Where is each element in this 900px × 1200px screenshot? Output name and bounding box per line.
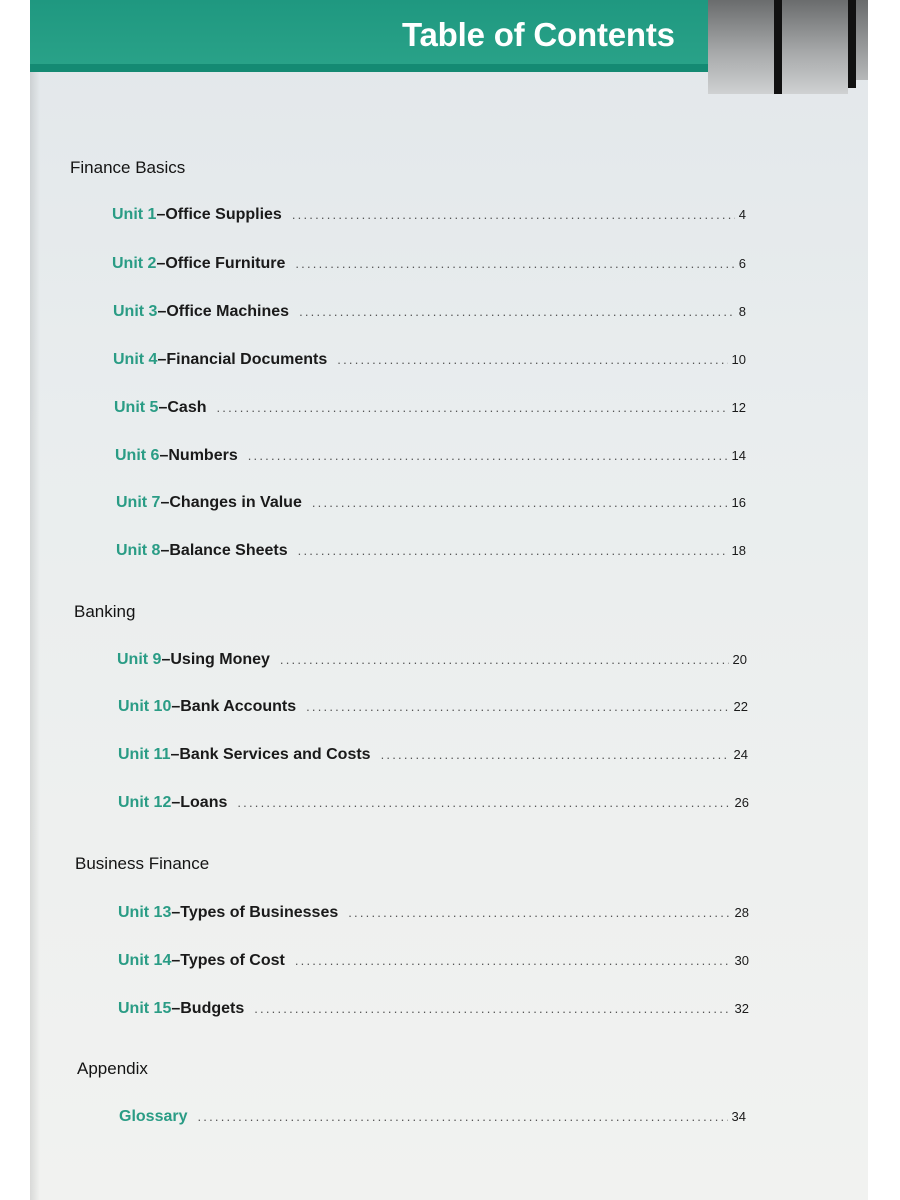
dot-leader — [337, 352, 727, 367]
unit-title: Financial Documents — [166, 351, 328, 368]
unit-separator: – — [156, 206, 166, 223]
unit-title: Numbers — [168, 447, 238, 464]
unit-title: Types of Cost — [180, 952, 285, 969]
page-number: 6 — [738, 256, 746, 271]
unit-label: Unit 7 — [116, 494, 161, 511]
unit-label: Unit 3 — [113, 303, 158, 320]
unit-label: Unit 14 — [118, 952, 172, 969]
page-number: 20 — [732, 652, 747, 667]
unit-label: Unit 10 — [118, 698, 172, 715]
page-number: 12 — [731, 400, 746, 415]
toc-entry-unit-14[interactable] — [118, 952, 749, 970]
page-number: 32 — [734, 1001, 749, 1016]
unit-label: Unit 11 — [118, 746, 171, 763]
toc-entry-unit-9[interactable] — [117, 651, 747, 669]
edge-tab-2 — [782, 0, 848, 94]
unit-separator: – — [161, 651, 171, 668]
toc-entry-unit-8[interactable] — [116, 542, 746, 560]
toc-entry-unit-2[interactable] — [112, 255, 746, 273]
glossary-label: Glossary — [119, 1108, 188, 1125]
unit-label: Unit 4 — [113, 351, 158, 368]
unit-separator: – — [158, 399, 168, 416]
page-number: 22 — [733, 699, 748, 714]
page-number: 8 — [738, 304, 746, 319]
unit-separator: – — [157, 303, 167, 320]
edge-tab-1 — [708, 0, 774, 94]
edge-tab-gap-1 — [774, 0, 782, 94]
toc-entry-unit-5[interactable] — [114, 399, 746, 417]
dot-leader — [292, 207, 735, 222]
unit-separator: – — [171, 952, 181, 969]
unit-title: Office Supplies — [165, 206, 282, 223]
book-page — [30, 0, 868, 1200]
section-heading-finance-basics: Finance Basics — [70, 158, 186, 177]
unit-title: Cash — [167, 399, 207, 416]
toc-entry-glossary[interactable] — [119, 1108, 746, 1126]
toc-entry-unit-7[interactable] — [116, 494, 746, 512]
unit-separator: – — [170, 746, 180, 763]
dot-leader — [197, 1109, 727, 1124]
section-heading-business-finance: Business Finance — [75, 854, 210, 873]
unit-label: Unit 2 — [112, 255, 157, 272]
unit-title: Loans — [180, 794, 228, 811]
dot-leader — [280, 652, 729, 667]
unit-title: Bank Accounts — [180, 698, 297, 715]
unit-label: Unit 15 — [118, 1000, 172, 1017]
unit-separator: – — [171, 794, 181, 811]
unit-title: Budgets — [180, 1000, 245, 1017]
unit-title: Changes in Value — [169, 494, 302, 511]
page-number: 30 — [734, 953, 749, 968]
unit-title: Balance Sheets — [169, 542, 288, 559]
unit-label: Unit 1 — [112, 206, 157, 223]
page-number: 4 — [738, 207, 746, 222]
dot-leader — [348, 905, 730, 920]
page-number: 14 — [731, 448, 746, 463]
dot-leader — [216, 400, 727, 415]
unit-separator: – — [160, 494, 170, 511]
toc-entry-unit-12[interactable] — [118, 794, 749, 812]
unit-label: Unit 5 — [114, 399, 159, 416]
toc-entry-unit-10[interactable] — [118, 698, 748, 716]
unit-title: Office Machines — [166, 303, 290, 320]
unit-title: Types of Businesses — [180, 904, 339, 921]
dot-leader — [237, 795, 730, 810]
page-number: 26 — [734, 795, 749, 810]
dot-leader — [298, 543, 728, 558]
edge-tab-gap-2 — [848, 0, 856, 88]
unit-label: Unit 6 — [115, 447, 160, 464]
page-number: 18 — [731, 543, 746, 558]
unit-separator: – — [160, 542, 170, 559]
dot-leader — [312, 495, 728, 510]
dot-leader — [254, 1001, 730, 1016]
unit-label: Unit 12 — [118, 794, 172, 811]
section-heading-appendix: Appendix — [77, 1059, 148, 1078]
toc-entry-unit-1[interactable] — [112, 206, 746, 224]
page-number: 16 — [731, 495, 746, 510]
edge-tab-3 — [856, 0, 868, 80]
unit-separator: – — [171, 1000, 181, 1017]
toc-entry-unit-13[interactable] — [118, 904, 749, 922]
unit-separator: – — [157, 351, 167, 368]
dot-leader — [299, 304, 735, 319]
section-heading-banking: Banking — [74, 602, 136, 621]
page-title: Table of Contents — [402, 16, 675, 53]
page-number: 34 — [731, 1109, 746, 1124]
dot-leader — [248, 448, 728, 463]
unit-title: Office Furniture — [165, 255, 286, 272]
header-stripe — [30, 64, 708, 72]
dot-leader — [295, 953, 731, 968]
toc-entry-unit-11[interactable] — [118, 746, 748, 764]
page-binding-shadow — [30, 0, 40, 1200]
unit-separator: – — [171, 904, 181, 921]
toc-entry-unit-15[interactable] — [118, 1000, 749, 1018]
unit-label: Unit 8 — [116, 542, 161, 559]
unit-label: Unit 13 — [118, 904, 172, 921]
page-number: 10 — [731, 352, 746, 367]
dot-leader — [306, 699, 729, 714]
page-number: 28 — [734, 905, 749, 920]
page-number: 24 — [733, 747, 748, 762]
toc-entry-unit-3[interactable] — [113, 303, 746, 321]
toc-entry-unit-4[interactable] — [113, 351, 746, 369]
dot-leader — [381, 747, 730, 762]
unit-label: Unit 9 — [117, 651, 162, 668]
unit-separator: – — [156, 255, 166, 272]
unit-separator: – — [171, 698, 181, 715]
dot-leader — [295, 256, 734, 271]
unit-separator: – — [159, 447, 169, 464]
unit-title: Using Money — [170, 651, 270, 668]
toc-entry-unit-6[interactable] — [115, 447, 746, 465]
unit-title: Bank Services and Costs — [179, 746, 371, 763]
